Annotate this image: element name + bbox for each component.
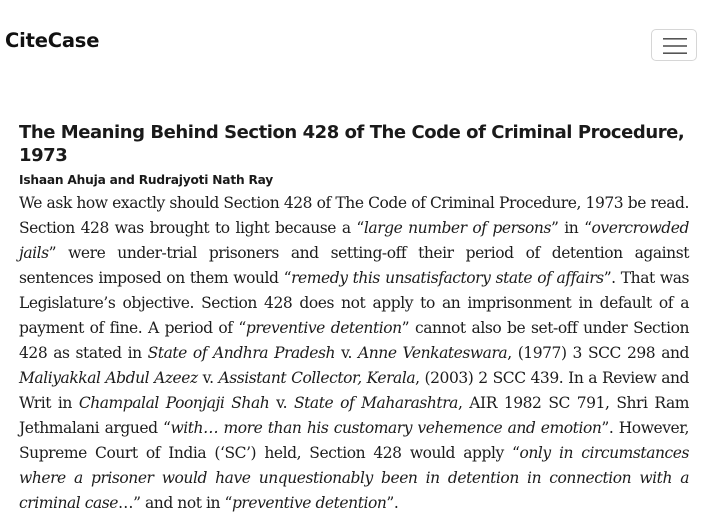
paragraph-text: ”. That was Legislature’s objective. Section 428 does not apply to an imprisonment in default of a payment of fine. A period of “ <box>19 269 690 337</box>
paragraph-text: v. <box>269 394 294 412</box>
italic-citation-text: with… more than his customary vehemence and emotion <box>170 419 602 437</box>
italic-citation-text: overcrowded jails <box>19 219 689 262</box>
article-title: The Meaning Behind Section 428 of The Code of Criminal Procedure, 1973 <box>19 122 685 166</box>
italic-citation-text: large number of persons <box>363 219 551 237</box>
article-body <box>19 191 689 516</box>
paragraph-text: ” were under-trial prisoners and setting-off their period of detention against sentences imposed on them would “ <box>19 244 689 287</box>
paragraph-text: ”. <box>386 494 399 512</box>
italic-citation-text: remedy this unsatisfactory state of affairs <box>291 269 604 287</box>
italic-citation-text: preventive detention <box>245 319 402 337</box>
italic-citation-text: State of Andhra Pradesh <box>147 344 336 362</box>
paragraph-text: , (1977) 3 SCC 298 and <box>507 344 689 362</box>
paragraph-text: …” and not in “ <box>118 494 232 512</box>
paragraph-text: , AIR 1982 SC 791, Shri Ram Jethmalani argued “ <box>19 394 690 437</box>
paragraph-text: ”. However, Supreme Court of India (‘SC’) held, Section 428 would apply “ <box>19 419 689 462</box>
paragraph-text: , (2003) 2 SCC 439. In a Review and Writ in <box>19 369 689 412</box>
italic-citation-text: State of Maharashtra <box>293 394 458 412</box>
paragraph-text: ” in “ <box>550 219 592 237</box>
italic-citation-text: Assistant Collector, Kerala <box>218 369 416 387</box>
italic-citation-text: Maliyakkal Abdul Azeez <box>19 369 198 387</box>
navbar <box>0 0 707 90</box>
paragraph-text: We ask how exactly should Section 428 of The Code of Criminal Procedure, 1973 be read. Section 428 was brought to light because a “ <box>19 194 689 237</box>
navbar-toggle-button[interactable] <box>651 29 697 61</box>
italic-citation-text: Anne Venkateswara <box>358 344 508 362</box>
italic-citation-text: preventive detention <box>231 494 387 512</box>
italic-citation-text: Champalal Poonjaji Shah <box>78 394 270 412</box>
article-authors: Ishaan Ahuja and Rudrajyoti Nath Ray <box>19 173 274 187</box>
brand-logo-link[interactable]: CiteCase <box>5 29 100 52</box>
hamburger-menu-icon <box>663 36 687 56</box>
paragraph-text: v. <box>197 369 219 387</box>
italic-citation-text: only in circumstances where a prisoner would have unquestionably been in detention in connection with a criminal case <box>19 444 689 512</box>
article <box>19 121 689 516</box>
paragraph-text: ” cannot also be set-off under Section 428 as stated in <box>19 319 689 362</box>
paragraph-text: v. <box>335 344 359 362</box>
